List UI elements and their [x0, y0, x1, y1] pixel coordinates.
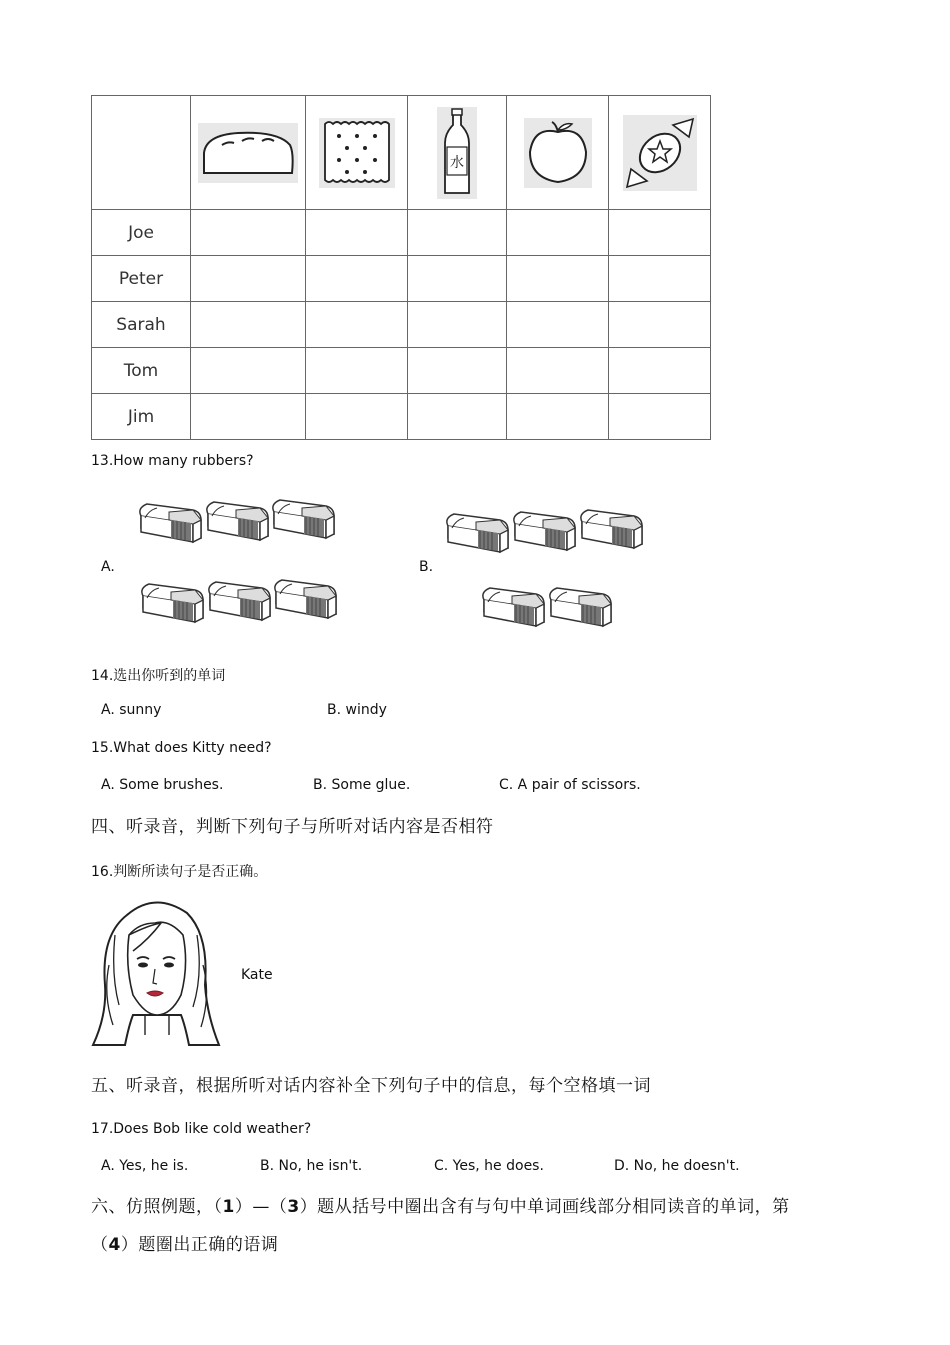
answer-cell[interactable]	[191, 210, 306, 256]
q15-option-c[interactable]: C. A pair of scissors.	[499, 777, 641, 793]
apple-icon	[524, 118, 592, 188]
option-b-label[interactable]: B.	[419, 559, 434, 575]
answer-cell[interactable]	[507, 302, 609, 348]
q17-option-a[interactable]: A. Yes, he is.	[101, 1158, 189, 1174]
header-cell	[507, 96, 609, 210]
name-cell: Joe	[92, 210, 191, 256]
answer-cell[interactable]	[408, 302, 507, 348]
answer-cell[interactable]	[507, 256, 609, 302]
table-row	[92, 348, 711, 394]
name-cell: Tom	[92, 348, 191, 394]
question-17: 17.Does Bob like cold weather?	[91, 1121, 312, 1137]
portrait-name: Kate	[241, 967, 273, 983]
s6-number: 4	[108, 1235, 121, 1255]
water-bottle-icon	[437, 107, 477, 199]
section-6-title-line1	[91, 1192, 790, 1217]
q14-option-a[interactable]: A. sunny	[101, 702, 162, 718]
question-13: 13.How many rubbers?	[91, 453, 254, 469]
answer-cell[interactable]	[191, 302, 306, 348]
answer-cell[interactable]	[306, 210, 408, 256]
s6-text: 六、仿照例题，（	[91, 1197, 223, 1217]
q17-option-b[interactable]: B. No, he isn't.	[260, 1158, 363, 1174]
header-cell	[609, 96, 711, 210]
answer-cell[interactable]	[408, 394, 507, 440]
s6-number: 1	[222, 1197, 235, 1217]
name-cell: Sarah	[92, 302, 191, 348]
biscuit-icon	[319, 118, 395, 188]
corner-cell	[92, 96, 191, 210]
question-15: 15.What does Kitty need?	[91, 740, 272, 756]
answer-cell[interactable]	[609, 302, 711, 348]
header-cell	[191, 96, 306, 210]
bottle-label: 水	[450, 154, 464, 171]
answer-cell[interactable]	[507, 394, 609, 440]
answer-cell[interactable]	[306, 302, 408, 348]
bread-icon	[198, 123, 298, 183]
s6-text: ）题圈出正确的语调	[120, 1235, 279, 1255]
table-row	[92, 302, 711, 348]
answer-cell[interactable]	[507, 210, 609, 256]
header-cell	[306, 96, 408, 210]
s6-text: （	[91, 1235, 109, 1255]
section-5-title: 五、听录音，根据所听对话内容补全下列句子中的信息，每个空格填一词	[91, 1076, 651, 1096]
rubbers-group-b[interactable]	[440, 500, 660, 645]
answer-cell[interactable]	[609, 348, 711, 394]
answer-cell[interactable]	[408, 210, 507, 256]
candy-icon	[623, 115, 697, 191]
answer-cell[interactable]	[306, 394, 408, 440]
q17-option-d[interactable]: D. No, he doesn't.	[614, 1158, 740, 1174]
table-row	[92, 210, 711, 256]
answer-cell[interactable]	[191, 394, 306, 440]
food-table	[91, 95, 711, 440]
answer-cell[interactable]	[408, 348, 507, 394]
question-16: 16.判断所读句子是否正确。	[91, 864, 268, 880]
q15-option-a[interactable]: A. Some brushes.	[101, 777, 224, 793]
section-4-title: 四、听录音，判断下列句子与所听对话内容是否相符	[91, 817, 494, 837]
answer-cell[interactable]	[609, 210, 711, 256]
answer-cell[interactable]	[306, 256, 408, 302]
answer-cell[interactable]	[408, 256, 507, 302]
name-cell: Peter	[92, 256, 191, 302]
table-header-row	[92, 96, 711, 210]
answer-cell[interactable]	[507, 348, 609, 394]
header-cell	[408, 96, 507, 210]
q15-option-b[interactable]: B. Some glue.	[313, 777, 411, 793]
table-row	[92, 256, 711, 302]
rubbers-group-a[interactable]	[130, 492, 350, 640]
answer-cell[interactable]	[609, 256, 711, 302]
name-cell: Jim	[92, 394, 191, 440]
girl-portrait	[89, 895, 224, 1050]
s6-number: 3	[287, 1197, 300, 1217]
q14-option-b[interactable]: B. windy	[327, 702, 387, 718]
s6-text: ）题从括号中圈出含有与句中单词画线部分相同读音的单词，第	[299, 1197, 790, 1217]
table-row	[92, 394, 711, 440]
answer-cell[interactable]	[609, 394, 711, 440]
option-a-label[interactable]: A.	[101, 559, 115, 575]
q17-option-c[interactable]: C. Yes, he does.	[434, 1158, 544, 1174]
s6-text: ）—（	[234, 1197, 288, 1217]
section-6-title-line2	[91, 1230, 278, 1255]
answer-cell[interactable]	[191, 348, 306, 394]
question-14: 14.选出你听到的单词	[91, 668, 226, 684]
answer-cell[interactable]	[306, 348, 408, 394]
answer-cell[interactable]	[191, 256, 306, 302]
